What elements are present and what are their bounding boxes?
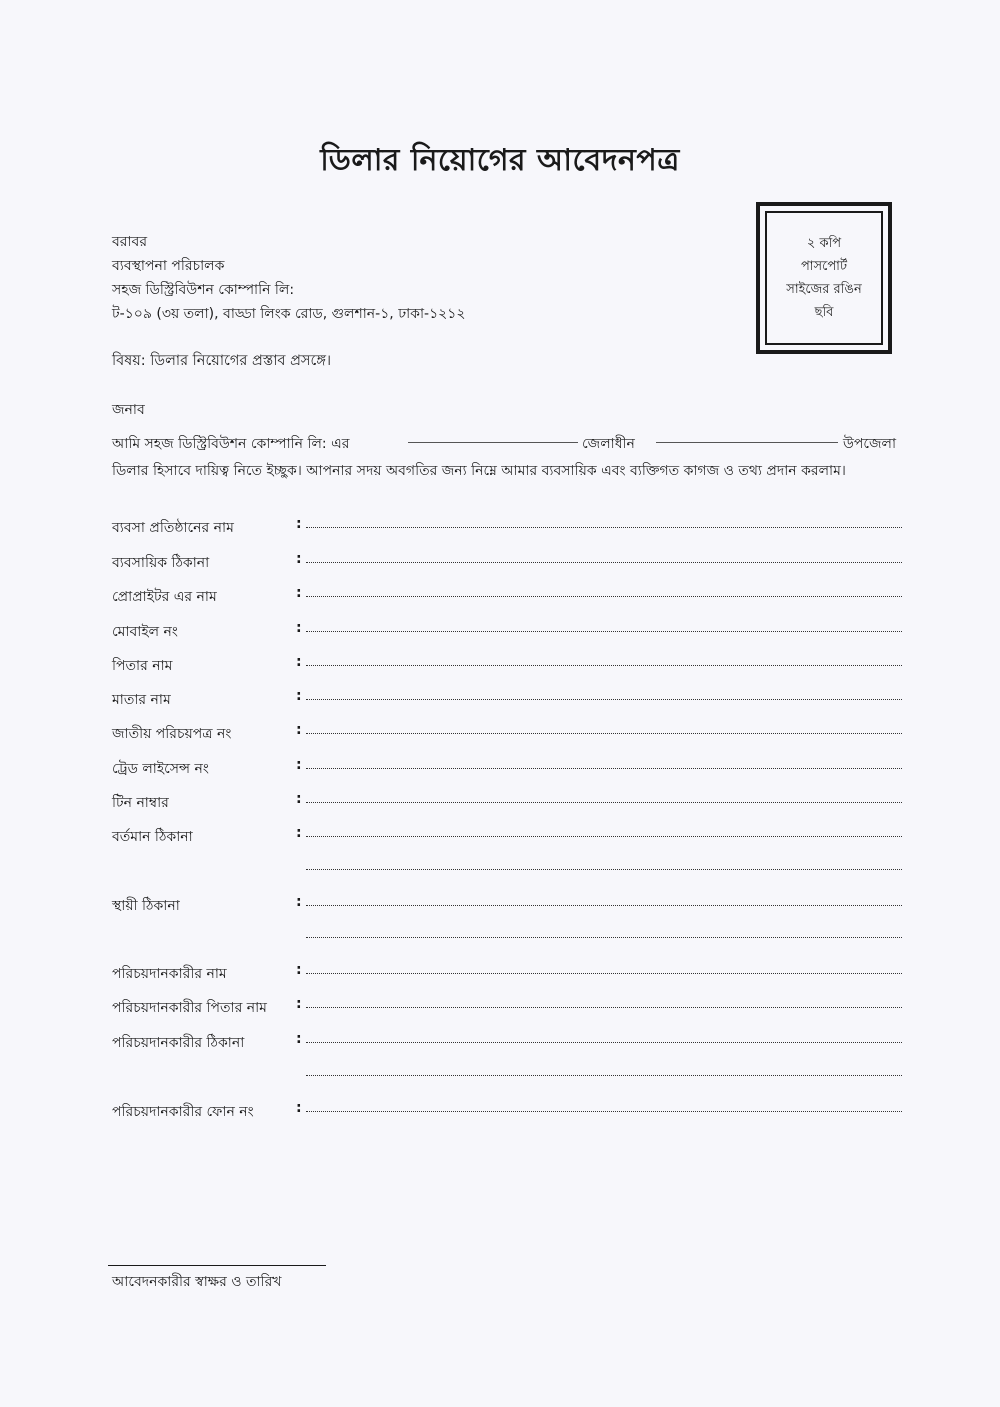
photo-line-2: পাসপোর্ট <box>800 259 848 274</box>
address-location: ট-১০৯ (৩য় তলা), বাড্ডা লিংক রোড, গুলশান-১, ঢাকা-১২১২ <box>112 306 466 322</box>
district-blank[interactable] <box>408 442 578 443</box>
field-colon: : <box>296 1100 302 1116</box>
field-colon: : <box>296 620 302 636</box>
field-colon: : <box>296 996 302 1012</box>
field-label-introducer-father-name: পরিচয়দানকারীর পিতার নাম <box>112 1000 267 1016</box>
signature-label: আবেদনকারীর স্বাক্ষর ও তারিখ <box>112 1274 282 1290</box>
field-label-introducer-address: পরিচয়দানকারীর ঠিকানা <box>112 1035 245 1051</box>
field-line-father-name[interactable] <box>306 665 902 666</box>
field-label-mother-name: মাতার নাম <box>112 692 171 708</box>
field-colon: : <box>296 654 302 670</box>
field-line-present-address-2[interactable] <box>306 869 902 870</box>
field-label-present-address: বর্তমান ঠিকানা <box>112 829 193 845</box>
upazila-blank[interactable] <box>656 442 838 443</box>
subject-line: বিষয়: ডিলার নিয়োগের প্রস্তাব প্রসঙ্গে। <box>112 353 332 369</box>
field-colon: : <box>296 1031 302 1047</box>
field-label-tin: টিন নাম্বার <box>112 795 169 811</box>
field-line-trade-license[interactable] <box>306 768 902 769</box>
field-label-business-name: ব্যবসা প্রতিষ্ঠানের নাম <box>112 520 234 536</box>
field-label-trade-license: ট্রেড লাইসেন্স নং <box>112 761 209 777</box>
field-line-present-address[interactable] <box>306 836 902 837</box>
field-line-introducer-name[interactable] <box>306 973 902 974</box>
field-label-nid: জাতীয় পরিচয়পত্র নং <box>112 726 232 742</box>
field-colon: : <box>296 894 302 910</box>
intro-part-3: উপজেলা <box>843 436 897 452</box>
photo-box-text <box>786 232 861 324</box>
field-label-mobile: মোবাইল নং <box>112 624 178 640</box>
field-line-proprietor-name[interactable] <box>306 596 902 597</box>
field-line-mobile[interactable] <box>306 631 902 632</box>
field-label-father-name: পিতার নাম <box>112 658 173 674</box>
field-label-proprietor-name: প্রোপ্রাইটর এর নাম <box>112 589 217 605</box>
photo-line-4: ছবি <box>814 305 834 320</box>
address-block <box>112 230 465 326</box>
field-colon: : <box>296 722 302 738</box>
greeting: জনাব <box>112 402 145 418</box>
field-label-business-address: ব্যবসায়িক ঠিকানা <box>112 555 210 571</box>
field-line-business-name[interactable] <box>306 527 902 528</box>
intro-part-1: আমি সহজ ডিস্ট্রিবিউশন কোম্পানি লি: এর <box>112 436 350 452</box>
field-line-introducer-father-name[interactable] <box>306 1007 902 1008</box>
address-to: বরাবর <box>112 234 148 250</box>
form-title: ডিলার নিয়োগের আবেদনপত্র <box>320 143 680 178</box>
intro-paragraph: ডিলার হিসাবে দায়িত্ব নিতে ইচ্ছুক। আপনার সদয় অবগতির জন্য নিম্নে আমার ব্যবসায়িক এবং ব্যক্তিগত কাগজ ও তথ্য প্রদান করলাম। <box>112 463 846 479</box>
field-line-business-address[interactable] <box>306 562 902 563</box>
address-company: সহজ ডিস্ট্রিবিউশন কোম্পানি লি: <box>112 282 295 298</box>
field-colon: : <box>296 791 302 807</box>
signature-line[interactable] <box>108 1265 326 1266</box>
photo-line-1: ২ কপি <box>806 236 842 251</box>
field-label-introducer-name: পরিচয়দানকারীর নাম <box>112 966 227 982</box>
field-line-introducer-address[interactable] <box>306 1042 902 1043</box>
field-line-tin[interactable] <box>306 802 902 803</box>
photo-box <box>756 202 892 354</box>
field-colon: : <box>296 962 302 978</box>
intro-line <box>112 432 902 452</box>
field-line-introducer-address-2[interactable] <box>306 1075 902 1076</box>
photo-line-3: সাইজের রঙিন <box>786 282 862 297</box>
field-colon: : <box>296 825 302 841</box>
field-line-nid[interactable] <box>306 733 902 734</box>
field-label-permanent-address: স্থায়ী ঠিকানা <box>112 898 180 914</box>
field-colon: : <box>296 757 302 773</box>
field-line-introducer-phone[interactable] <box>306 1111 902 1112</box>
field-colon: : <box>296 688 302 704</box>
field-colon: : <box>296 551 302 567</box>
field-line-permanent-address[interactable] <box>306 905 902 906</box>
field-line-permanent-address-2[interactable] <box>306 937 902 938</box>
field-label-introducer-phone: পরিচয়দানকারীর ফোন নং <box>112 1104 254 1120</box>
field-line-mother-name[interactable] <box>306 699 902 700</box>
address-designation: ব্যবস্থাপনা পরিচালক <box>112 258 225 274</box>
field-colon: : <box>296 516 302 532</box>
field-colon: : <box>296 585 302 601</box>
photo-box-inner <box>765 211 883 345</box>
intro-part-2: জেলাধীন <box>582 436 635 452</box>
